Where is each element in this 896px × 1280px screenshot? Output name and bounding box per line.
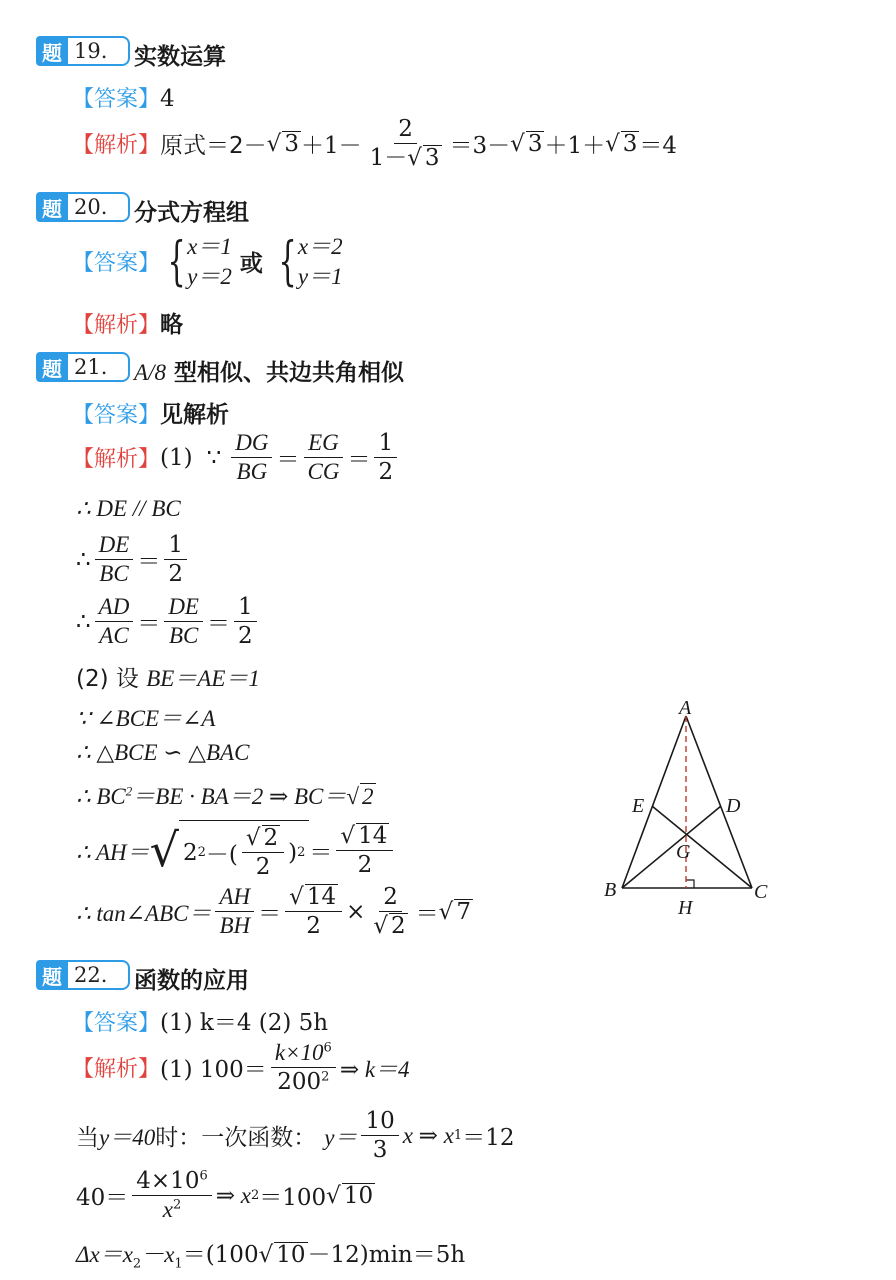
label-g: G (676, 841, 691, 863)
answer-label: 【答案】 (72, 403, 161, 428)
label-a: A (679, 697, 692, 719)
answer-label: 【答案】 (72, 1011, 161, 1036)
label-c: C (754, 881, 768, 903)
question-title: 函数的应用 (134, 968, 249, 994)
side-ac (686, 716, 752, 888)
right-angle-mark (686, 880, 694, 888)
question-key: 题 (36, 36, 68, 66)
answer-label: 【答案】 (72, 251, 161, 277)
answer-line (72, 82, 175, 113)
analysis-label: 【解析】 (72, 133, 161, 159)
analysis-line: 【解析】 (1) ∵ $\frac{DG}{BG}$ ＝ $\frac{EG}{CG}$ ＝ $\frac{1}{2}$ (72, 430, 401, 486)
math: ＋1－ (300, 133, 362, 160)
analysis-line: 【解析】略 (72, 312, 184, 338)
question-number: 20. (68, 192, 130, 222)
analysis-label: 【解析】 (72, 1057, 161, 1083)
math-line: ∴ $BC^2=BE \cdot BA=2$ ⇒ BC＝√ 2 (76, 783, 374, 809)
question-tag-20 (36, 192, 130, 222)
question-number: 21. (68, 352, 130, 382)
math-line: ∴ $\frac{DE}{BC}$ ＝ $\frac{1}{2}$ (76, 532, 191, 588)
math-line: 40＝ $\frac{4\times 10^6}{x^2}$ ⇒ x 2 ＝100 √ 10 (76, 1168, 374, 1223)
question-tag-22 (36, 960, 130, 990)
math: ＝3－ (449, 133, 511, 160)
question-key: 题 (36, 960, 68, 990)
or-text: 或 (239, 251, 263, 278)
answer-line: 【答案】 { x＝1 y＝2 或 { x＝2 y＝1 (72, 231, 343, 292)
math: 原式＝2－ (160, 133, 267, 160)
math-line: $\Delta x=x_2-x_1=(100√$ 10－12)min＝5h (76, 1242, 466, 1272)
question-number: 19. (68, 36, 130, 66)
math-line: (2) 设 BE＝AE＝1 (76, 666, 260, 692)
label-h: H (678, 897, 693, 919)
math-line: ∴ AH＝ √ 2 2 －( $\frac{√ 2}{2}$ ) 2 ＝ $\frac{√ 14}{2}$ (76, 820, 397, 881)
analysis-label: 【解析】 (72, 313, 161, 338)
answer-line: 【答案】见解析 (72, 402, 230, 428)
question-tag-21 (36, 352, 130, 382)
question-title: 分式方程组 (134, 200, 249, 226)
label-e: E (632, 795, 645, 817)
answer-label: 【答案】 (72, 87, 161, 112)
answer-line: 【答案】(1) k＝4 (2) 5h (72, 1010, 329, 1036)
answer-text: 4 (160, 86, 175, 112)
label-b: B (604, 879, 617, 901)
math: ＝4 (639, 133, 678, 160)
math-line: ∴ tan∠ABC＝ $\frac{AH}{BH}$ ＝ $\frac{√ 14}{2}$ × $\frac{2}{√ 2}$ ＝ √ 7 (76, 884, 471, 940)
question-title: 实数运算 (134, 44, 226, 70)
math-line: ∵ ∠BCE＝∠A (76, 706, 216, 731)
question-title: A/8 型相似、共边共角相似 (134, 360, 404, 386)
question-key: 题 (36, 352, 68, 382)
triangle-figure (596, 694, 786, 924)
math: ＋1＋ (544, 133, 606, 160)
question-tag-19 (36, 36, 130, 66)
fraction: $\frac{2}{1-√ 3}$ (369, 116, 440, 172)
label-d: D (726, 795, 741, 817)
math-line: 当 y＝40 时：一次函数： y＝ $\frac{10}{3}$ x ⇒ x 1 ＝12 (76, 1108, 515, 1164)
math-line: ∴ △BCE ∽ △BAC (76, 740, 250, 765)
question-number: 22. (68, 960, 130, 990)
question-key: 题 (36, 192, 68, 222)
math: 3 (284, 130, 299, 157)
analysis-label: 【解析】 (72, 447, 161, 473)
analysis-line: 【解析】 原式＝2－ √ 3 ＋1－ $\frac{2}{1-√ 3}$ ＝3－ √ 3 ＋1＋ √ 3 ＝4 (72, 116, 678, 172)
math-line: ∴ $\frac{AD}{AC}$ ＝ $\frac{DE}{BC}$ ＝ $\frac{1}{2}$ (76, 594, 261, 650)
analysis-line: 【解析】 (1) 100＝ $\frac{k\times 10^6}{200^2}$ ⇒ k＝4 (72, 1040, 410, 1096)
math-line: ∴ DE // BC (76, 496, 181, 521)
